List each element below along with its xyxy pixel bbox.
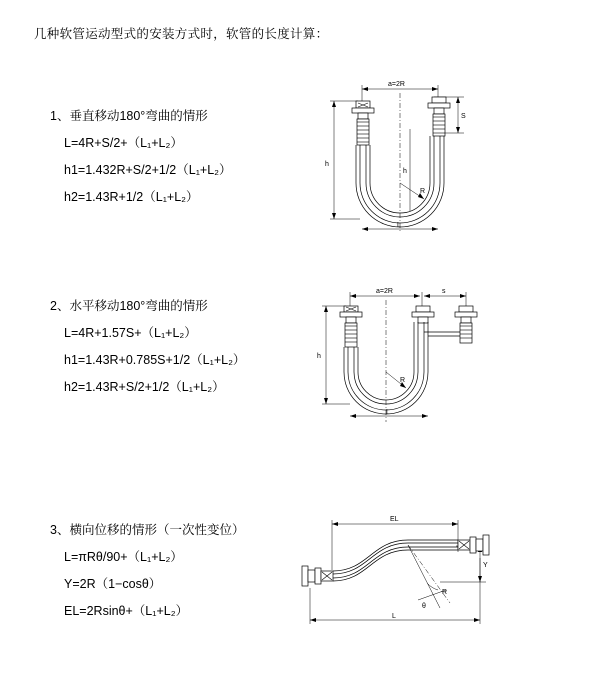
- svg-text:L: L: [392, 613, 396, 620]
- section-2-figure: [300, 276, 500, 456]
- svg-text:a=2R: a=2R: [376, 288, 393, 295]
- page-title: 几种软管运动型式的安装方式时，软管的长度计算：: [34, 27, 329, 41]
- svg-text:R: R: [400, 377, 406, 384]
- svg-text:R: R: [420, 188, 426, 195]
- svg-text:L: L: [386, 409, 390, 416]
- section-3-formula-3: EL=2Rsinθ+（L₁+L₂）: [64, 604, 189, 618]
- section-2-formula-3: h2=1.43R+S/2+1/2（L₁+L₂）: [64, 380, 225, 394]
- section-3-text: [50, 520, 310, 628]
- section-2-text: [50, 296, 310, 404]
- section-2-formula-2: h1=1.43R+0.785S+1/2（L₁+L₂）: [64, 353, 246, 367]
- section-1-title: 1、垂直移动180°弯曲的情形: [50, 109, 208, 123]
- svg-text:S: S: [461, 113, 466, 120]
- section-1-figure: [300, 71, 500, 271]
- section-3-formula-1: L=πRθ/90+（L₁+L₂）: [64, 550, 183, 564]
- section-2-title: 2、水平移动180°弯曲的情形: [50, 299, 208, 313]
- svg-text:L: L: [397, 222, 401, 229]
- section-1-formula-2: h1=1.432R+S/2+1/2（L₁+L₂）: [64, 163, 232, 177]
- svg-text:s: s: [442, 288, 446, 295]
- section-3-formula-2: Y=2R（1−cosθ）: [64, 577, 162, 591]
- svg-text:h: h: [325, 161, 329, 168]
- section-3-title: 3、横向位移的情形（一次性变位）: [50, 523, 245, 537]
- svg-text:θ: θ: [422, 603, 426, 610]
- svg-text:EL: EL: [390, 516, 399, 523]
- section-3-figure: [290, 508, 500, 638]
- section-1-formula-3: h2=1.43R+1/2（L₁+L₂）: [64, 190, 199, 204]
- section-2-formula-1: L=4R+1.57S+（L₁+L₂）: [64, 326, 197, 340]
- svg-text:h: h: [403, 168, 407, 175]
- svg-text:h: h: [317, 353, 321, 360]
- svg-text:Y: Y: [483, 562, 488, 569]
- section-1-formula-1: L=4R+S/2+（L₁+L₂）: [64, 136, 183, 150]
- section-1-text: [50, 106, 310, 214]
- svg-text:a=2R: a=2R: [388, 81, 405, 88]
- svg-text:R: R: [442, 589, 448, 596]
